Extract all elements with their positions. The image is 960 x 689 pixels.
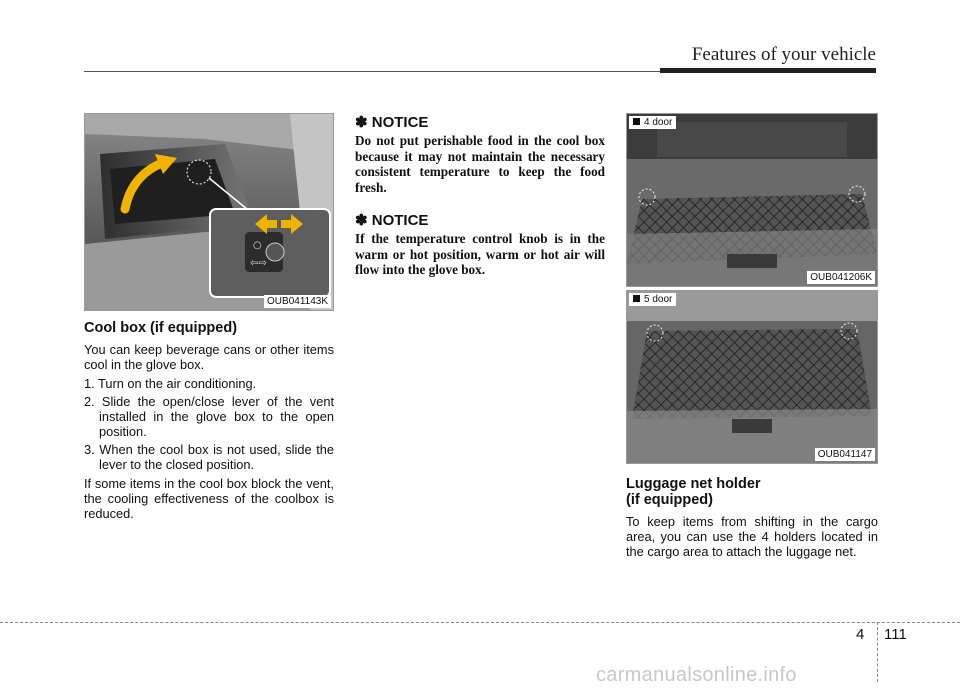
door-type-label: 4 door [644, 117, 673, 128]
svg-text:⇦⇨: ⇦⇨ [250, 258, 267, 269]
step-item: 2. Slide the open/close lever of the vent installed in the glove box to the open position. [84, 394, 334, 439]
square-bullet-icon [633, 295, 640, 302]
notice-block [355, 113, 605, 195]
cargo-net-photo-4door [626, 113, 878, 287]
notice-heading: ✽ NOTICE [355, 212, 429, 229]
cool-box-outro: If some items in the cool box block the vent, the cooling effectiveness of the coolbox is reduced. [84, 476, 334, 521]
image-code: OUB041206K [807, 271, 875, 284]
svg-text:○: ○ [253, 240, 262, 251]
door-type-tag [629, 116, 676, 129]
section-title-luggage-net [626, 476, 878, 508]
footer-divider [877, 622, 878, 682]
header-rule-accent [660, 68, 876, 73]
chapter-number: 4 [856, 626, 865, 643]
cargo-net-illustration [627, 291, 877, 463]
cool-box-steps [84, 376, 334, 472]
middle-column [355, 113, 605, 294]
cool-box-intro: You can keep beverage cans or other items cool in the glove box. [84, 342, 334, 372]
header-rule [84, 71, 660, 72]
notice-block [355, 211, 605, 278]
watermark: carmanualsonline.info [596, 664, 797, 686]
page-header-title: Features of your vehicle [691, 44, 876, 65]
section-title-cool-box: Cool box (if equipped) [84, 320, 238, 336]
cargo-net-photo-5door [626, 290, 878, 464]
cargo-net-illustration [627, 114, 877, 286]
image-code: OUB041143K [264, 295, 331, 308]
right-column [626, 113, 878, 563]
left-column [84, 113, 334, 525]
step-item: 3. When the cool box is not used, slide the lever to the closed position. [84, 442, 334, 472]
luggage-net-body: To keep items from shifting in the cargo area, you can use the 4 holders located in the cargo area to attach the luggage net. [626, 514, 878, 559]
notice-heading: ✽ NOTICE [355, 114, 429, 131]
page-number: 111 [884, 626, 907, 643]
door-type-label: 5 door [644, 294, 673, 305]
footer-rule [0, 622, 960, 623]
notice-text: Do not put perishable food in the cool box because it may not maintain the necessary consistent temperature to keep the food fresh. [355, 133, 605, 195]
step-item: 1. Turn on the air conditioning. [84, 376, 257, 391]
door-type-tag [629, 293, 676, 306]
image-code: OUB041147 [815, 448, 875, 461]
glove-box-illustration [85, 114, 333, 310]
section-title-line: Luggage net holder [626, 476, 761, 492]
glove-box-photo [84, 113, 334, 311]
notice-text: If the temperature control knob is in the warm or hot position, warm or hot air will flow into the glove box. [355, 231, 605, 277]
section-title-line: (if equipped) [626, 492, 713, 508]
square-bullet-icon [633, 118, 640, 125]
